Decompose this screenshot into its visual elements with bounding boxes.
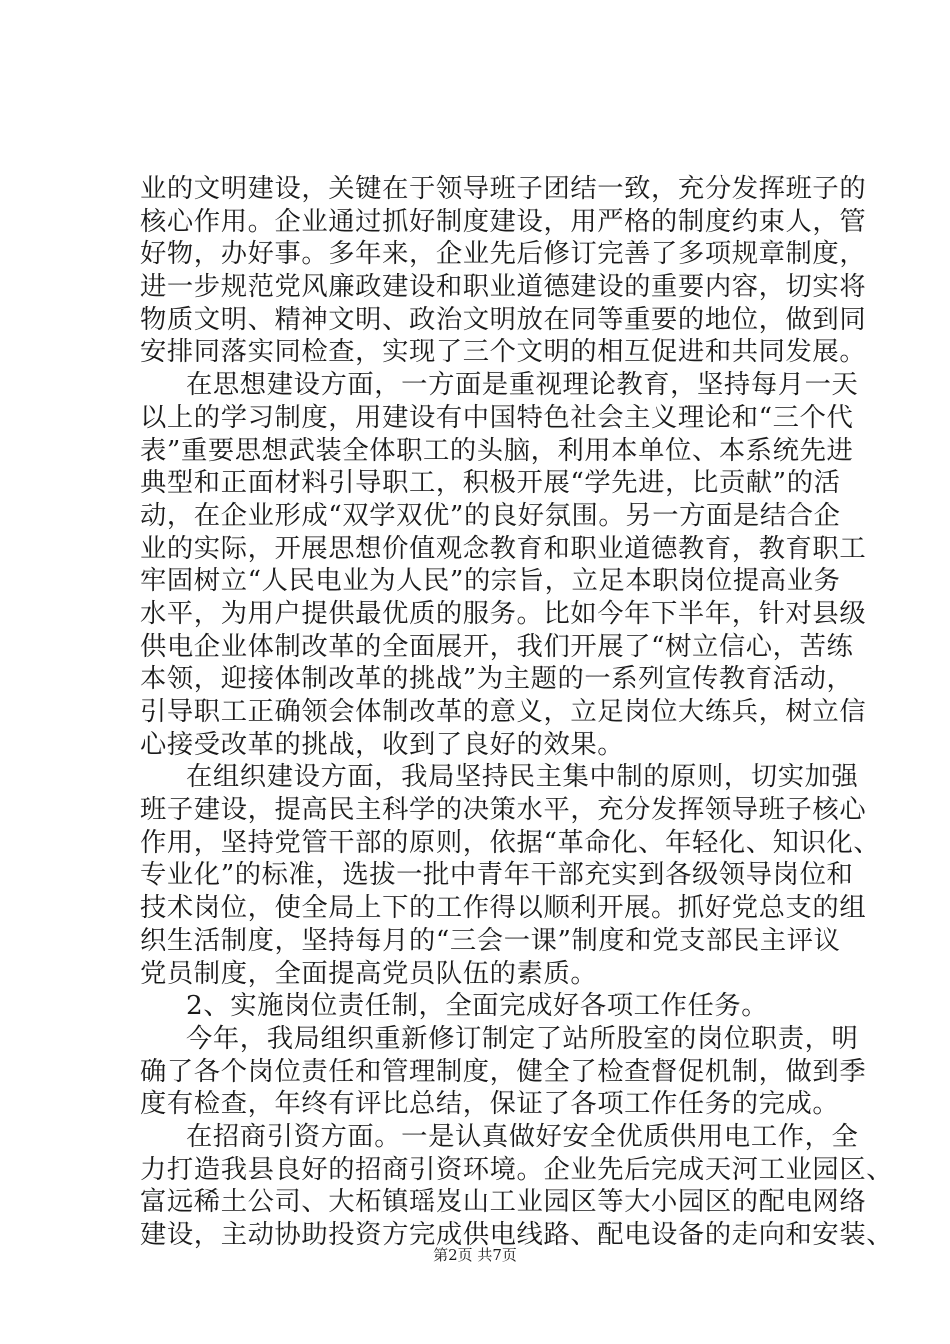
text-line: 心接受改革的挑战，收到了良好的效果。 — [140, 729, 625, 760]
text-line: 典型和正面材料引导职工，积极开展“学先进，比贡献”的活 — [140, 468, 841, 499]
text-line: 好物，办好事。多年来，企业先后修订完善了多项规章制度， — [140, 239, 867, 270]
text-line: 度有检查，年终有评比总结，保证了各项工作任务的完成。 — [140, 1089, 840, 1120]
text-line: 今年，我局组织重新修订制定了站所股室的岗位职责，明 — [186, 1023, 859, 1054]
text-line: 在思想建设方面，一方面是重视理论教育，坚持每月一天 — [186, 370, 859, 401]
text-line: 核心作用。企业通过抓好制度建设，用严格的制度约束人，管 — [140, 206, 867, 237]
text-line: 供电企业体制改革的全面展开，我们开展了“树立信心，苦练 — [140, 631, 854, 662]
text-line: 富远稀土公司、大柘镇瑶岌山工业园区等大小园区的配电网络 — [140, 1187, 867, 1218]
text-line: 在组织建设方面，我局坚持民主集中制的原则，切实加强 — [186, 762, 859, 793]
text-line: 本领，迎接体制改革的挑战”为主题的一系列宣传教育活动， — [140, 664, 854, 695]
text-line: 2、实施岗位责任制，全面完成好各项工作任务。 — [186, 991, 769, 1022]
text-line: 表”重要思想武装全体职工的头脑，利用本单位、本系统先进 — [140, 435, 854, 466]
text-line: 在招商引资方面。一是认真做好安全优质供用电工作，全 — [186, 1121, 859, 1152]
text-line: 业的文明建设，关键在于领导班子团结一致，充分发挥班子的 — [140, 174, 867, 204]
text-line: 物质文明、精神文明、政治文明放在同等重要的地位，做到同 — [140, 304, 867, 335]
text-line: 织生活制度，坚持每月的“三会一课”制度和党支部民主评议 — [140, 925, 841, 956]
text-line: 技术岗位，使全局上下的工作得以顺利开展。抓好党总支的组 — [140, 893, 867, 924]
text-line: 业的实际，开展思想价值观念教育和职业道德教育，教育职工 — [140, 533, 867, 564]
body-text — [140, 173, 894, 1252]
text-line: 班子建设，提高民主科学的决策水平，充分发挥领导班子核心 — [140, 795, 867, 826]
text-line: 以上的学习制度，用建设有中国特色社会主义理论和“三个代 — [140, 402, 854, 433]
text-line: 安排同落实同检查，实现了三个文明的相互促进和共同发展。 — [140, 337, 867, 368]
page-footer: 第2页 共7页 — [433, 1246, 517, 1264]
text-line: 牢固树立“人民电业为人民”的宗旨，立足本职岗位提高业务 — [140, 566, 841, 597]
text-line: 进一步规范党风廉政建设和职业道德建设的重要内容，切实将 — [140, 272, 867, 303]
text-line: 引导职工正确领会体制改革的意义，立足岗位大练兵，树立信 — [140, 697, 867, 727]
text-line: 党员制度，全面提高党员队伍的素质。 — [140, 958, 598, 989]
text-line: 水平，为用户提供最优质的服务。比如今年下半年，针对县级 — [140, 598, 867, 629]
text-line: 动，在企业形成“双学双优”的良好氛围。另一方面是结合企 — [140, 500, 841, 531]
text-line: 专业化”的标准，选拔一批中青年干部充实到各级领导岗位和 — [140, 860, 854, 891]
text-line: 作用，坚持党管干部的原则，依据“革命化、年轻化、知识化、 — [140, 827, 881, 858]
text-line: 力打造我县良好的招商引资环境。企业先后完成天河工业园区、 — [140, 1154, 894, 1185]
text-line: 确了各个岗位责任和管理制度，健全了检查督促机制，做到季 — [140, 1056, 867, 1087]
text-line: 建设，主动协助投资方完成供电线路、配电设备的走向和安装、 — [140, 1220, 894, 1250]
